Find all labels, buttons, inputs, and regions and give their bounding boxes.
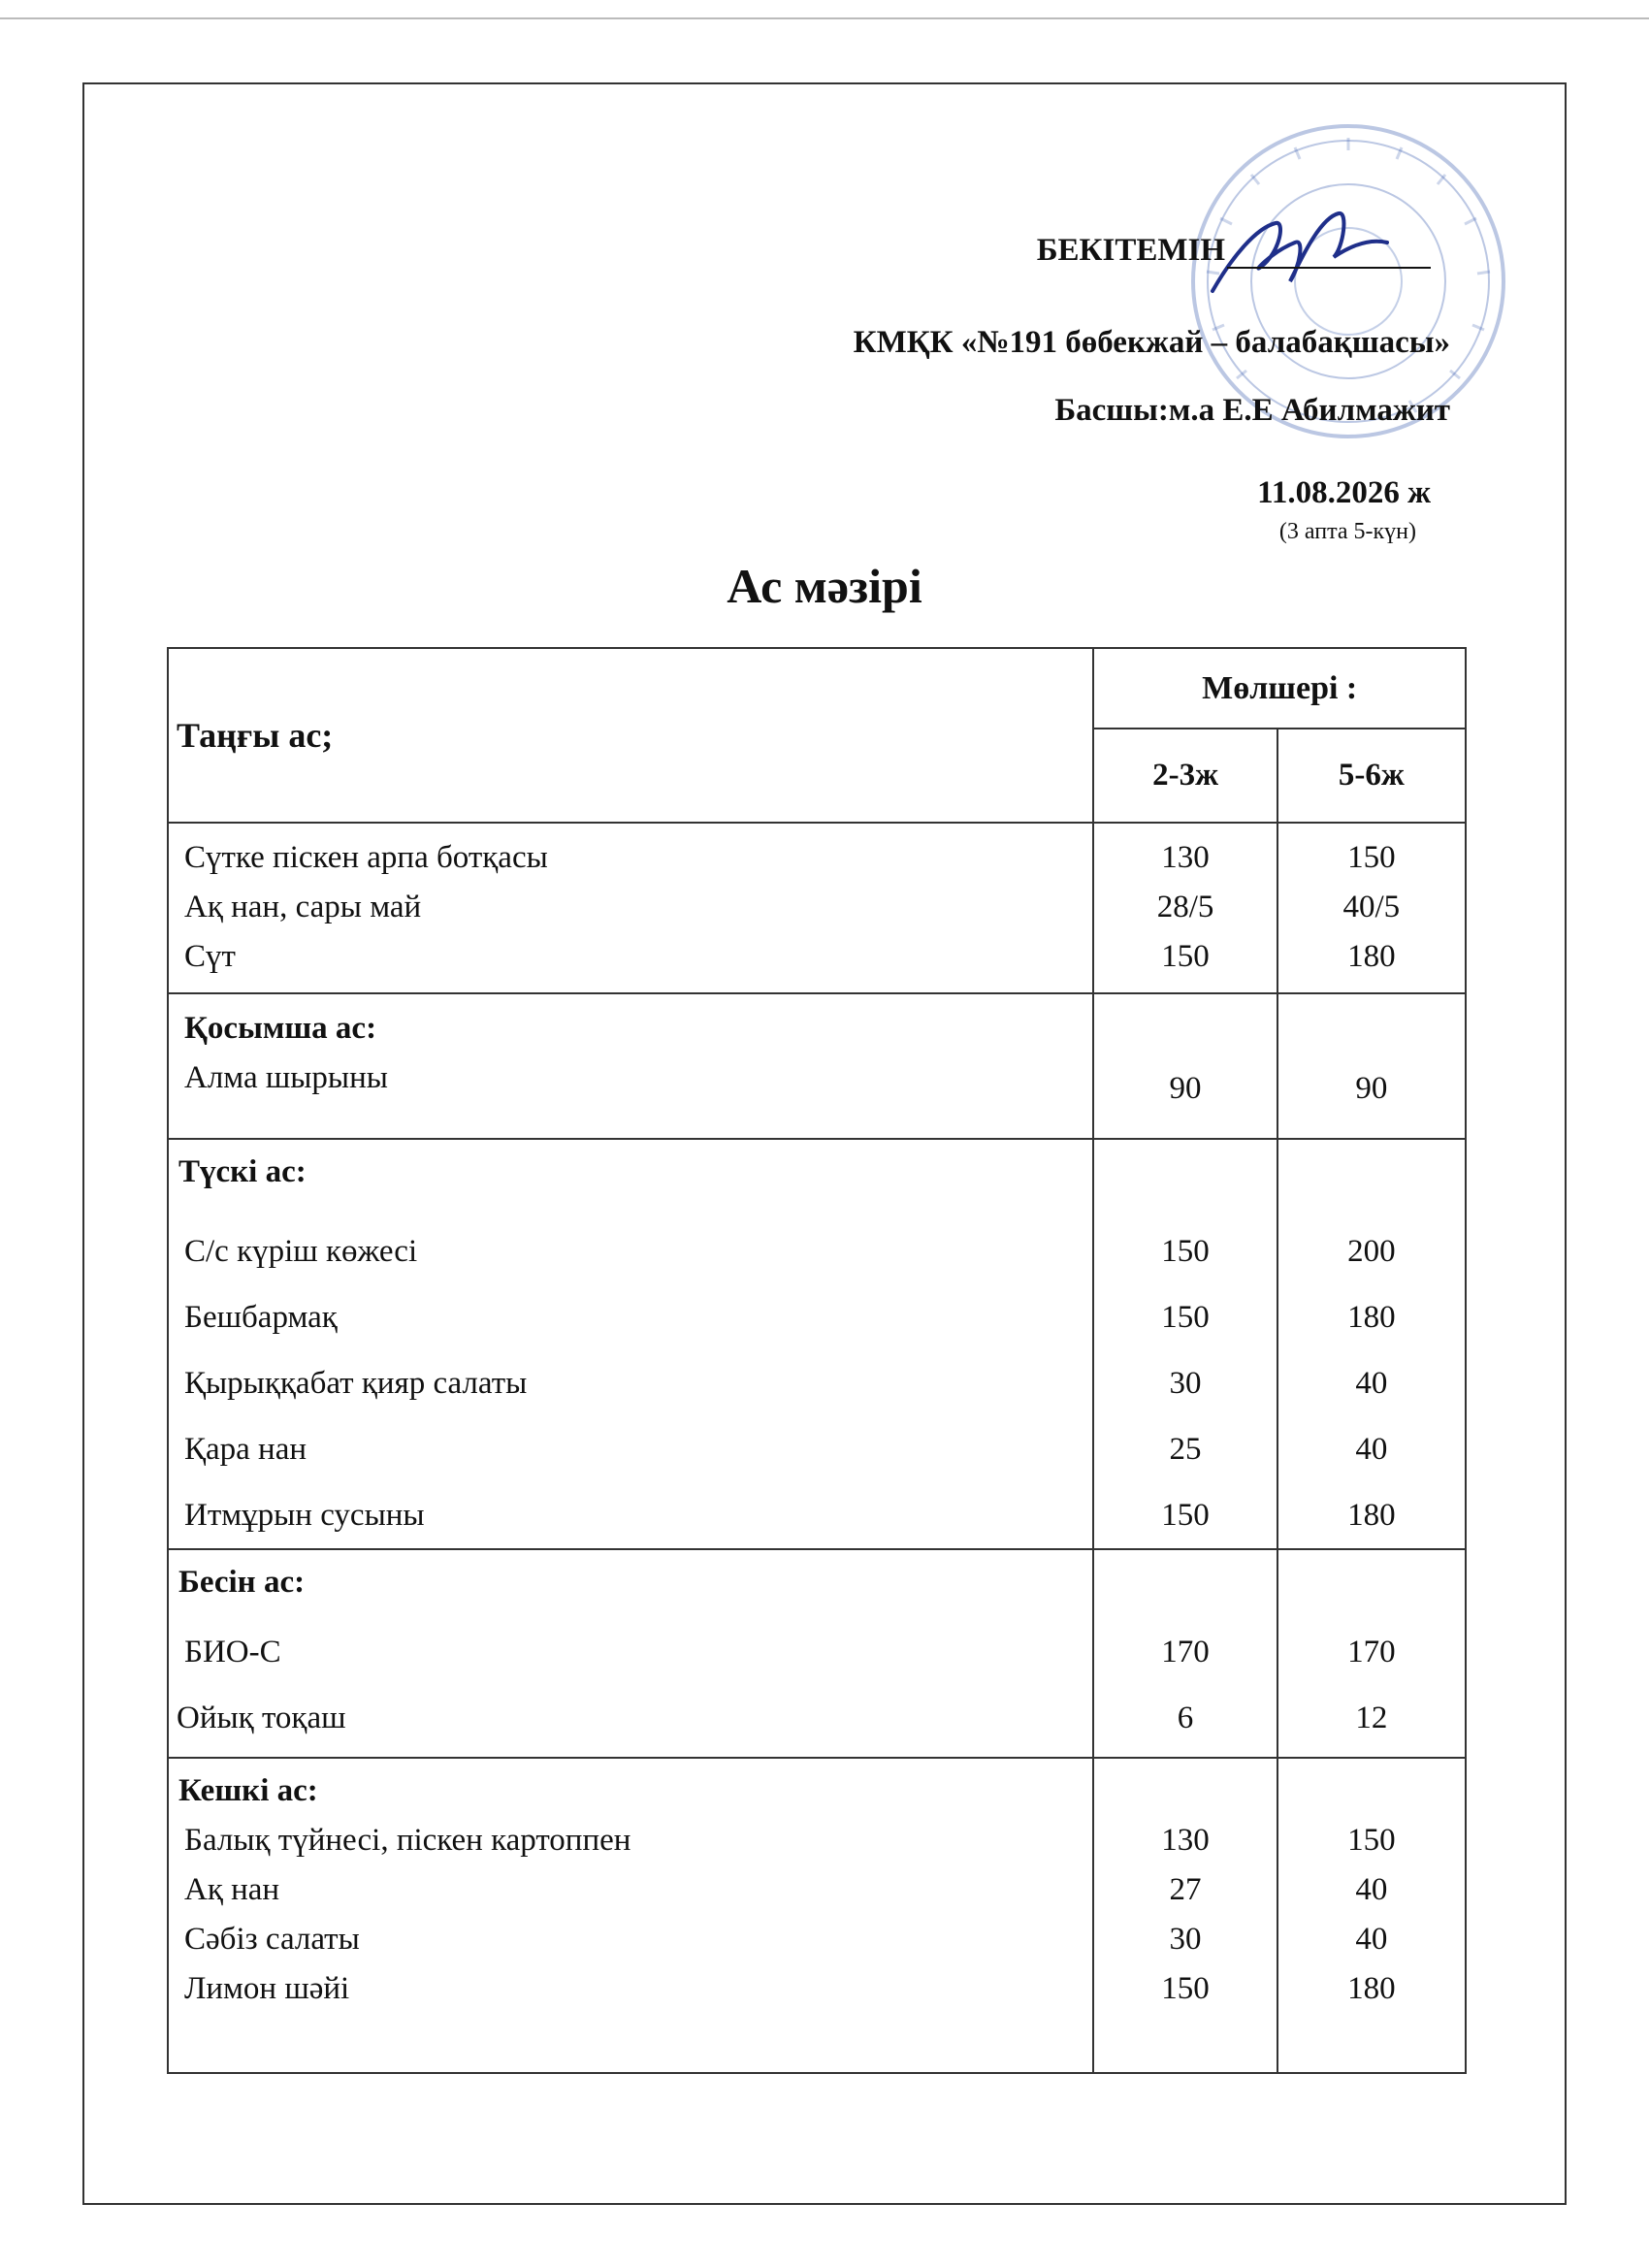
qty-5-6: 180 (1347, 1498, 1396, 1533)
qty-2-3: 150 (1161, 1498, 1210, 1533)
list-item: Балық түйнесі, піскен картоппен (184, 1823, 631, 1858)
menu-date: 11.08.2026 ж (1257, 475, 1431, 510)
breakfast-header: Таңғы ас; (168, 648, 1093, 823)
list-item: Сәбіз салаты (184, 1922, 360, 1957)
list-item: БИО-С (184, 1635, 281, 1669)
qty-2-3: 150 (1161, 939, 1210, 974)
list-item: Бешбармақ (184, 1300, 338, 1335)
scan-edge-line (0, 17, 1649, 19)
qty-2-3: 130 (1161, 1823, 1210, 1858)
list-item: Қырыққабат қияр салаты (184, 1366, 528, 1401)
qty-2-3: 6 (1177, 1701, 1194, 1735)
qty-2-3: 90 (1169, 1071, 1202, 1106)
list-item: Ақ нан, сары май (184, 890, 422, 924)
approve-label: БЕКІТЕМІН (1036, 233, 1225, 268)
qty-2-3: 27 (1169, 1872, 1202, 1907)
qty-5-6: 180 (1347, 939, 1396, 974)
qty-5-6: 40 (1355, 1432, 1388, 1467)
qty-2-3: 30 (1169, 1922, 1202, 1957)
age-group-2-3: 2-3ж (1093, 729, 1277, 823)
age-group-5-6: 5-6ж (1277, 729, 1466, 823)
dinner-section (168, 1758, 1466, 2073)
signature-underline (1227, 238, 1431, 269)
list-item: Ақ нан (184, 1872, 280, 1907)
qty-5-6: 150 (1347, 840, 1396, 875)
lunch-section (168, 1139, 1466, 1549)
qty-2-3: 30 (1169, 1366, 1202, 1401)
week-day-note: (3 апта 5-күн) (1278, 519, 1416, 544)
snack-section (168, 993, 1466, 1139)
qty-2-3: 28/5 (1156, 890, 1214, 924)
qty-5-6: 200 (1347, 1234, 1396, 1269)
qty-5-6: 150 (1347, 1823, 1396, 1858)
qty-2-3: 170 (1161, 1635, 1210, 1669)
list-item: Сүт (184, 939, 236, 974)
list-item: Лимон шәйі (184, 1971, 350, 2006)
list-item: Алма шырыны (184, 1060, 388, 1095)
list-item: Ойық тоқаш (177, 1701, 346, 1735)
qty-5-6: 40 (1355, 1922, 1388, 1957)
qty-5-6: 40/5 (1342, 890, 1401, 924)
table-header-row (168, 648, 1466, 729)
breakfast-section (168, 823, 1466, 993)
qty-5-6: 170 (1347, 1635, 1396, 1669)
qty-2-3: 130 (1161, 840, 1210, 875)
qty-5-6: 12 (1355, 1701, 1388, 1735)
list-item: С/с күріш көжесі (184, 1234, 418, 1269)
director-name: Басшы:м.а Е.Е Абилмажит (1054, 393, 1450, 428)
qty-2-3: 150 (1161, 1971, 1210, 2006)
menu-table (167, 647, 1467, 2074)
qty-2-3: 150 (1161, 1234, 1210, 1269)
page-title: Ас мәзірі (727, 559, 922, 613)
quantity-header: Мөлшері : (1093, 648, 1466, 729)
qty-2-3: 25 (1169, 1432, 1202, 1467)
section-title: Бесін ас: (178, 1565, 306, 1600)
qty-5-6: 180 (1347, 1971, 1396, 2006)
qty-5-6: 40 (1355, 1872, 1388, 1907)
section-title: Қосымша ас: (184, 1011, 377, 1046)
list-item: Сүтке піскен арпа ботқасы (184, 840, 548, 875)
section-title: Кешкі ас: (178, 1773, 318, 1808)
afternoon-snack-section (168, 1549, 1466, 1758)
qty-5-6: 180 (1347, 1300, 1396, 1335)
list-item: Итмұрын сусыны (184, 1498, 425, 1533)
qty-5-6: 90 (1355, 1071, 1388, 1106)
list-item: Қара нан (184, 1432, 307, 1467)
qty-5-6: 40 (1355, 1366, 1388, 1401)
qty-2-3: 150 (1161, 1300, 1210, 1335)
organization-name: КМҚК «№191 бөбекжай – балабақшасы» (853, 325, 1450, 360)
section-title: Түскі ас: (178, 1154, 307, 1189)
approval-line (1037, 233, 1431, 269)
